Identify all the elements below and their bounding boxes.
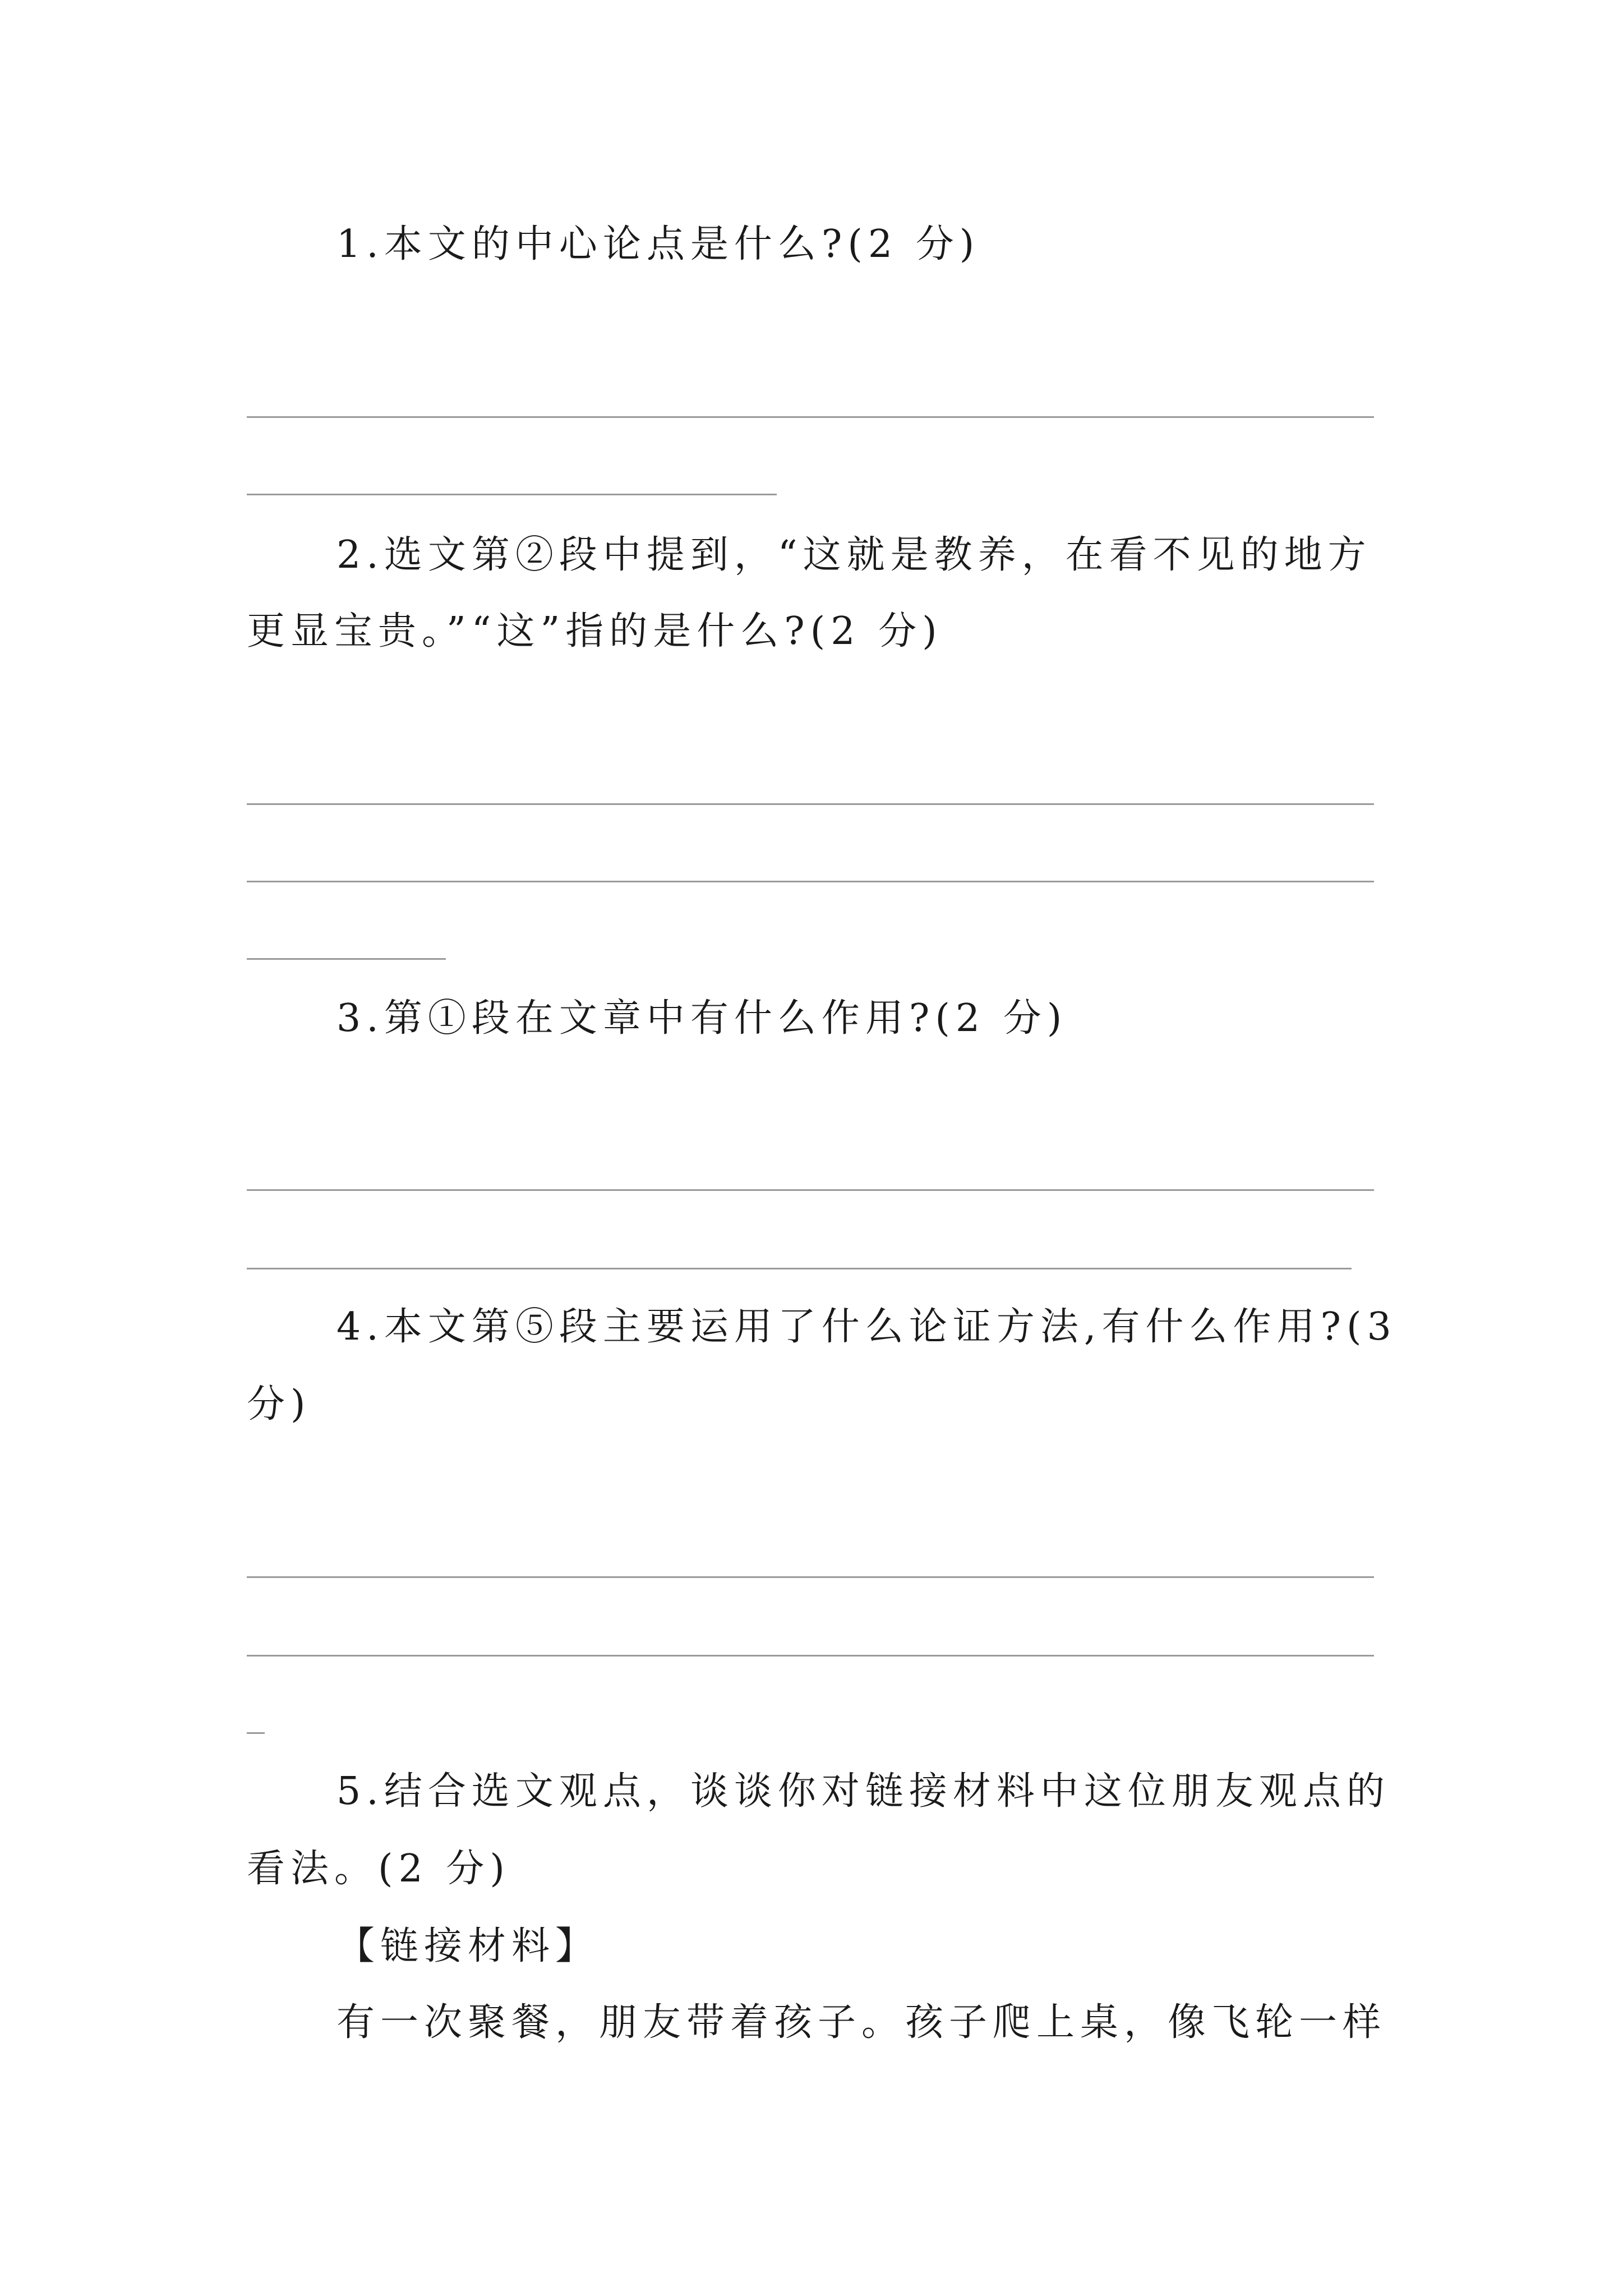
question-5-line-1: 结合选文观点，谈谈你对链接材料中这位朋友观点的 bbox=[384, 1769, 1390, 1814]
question-2-line-1: 选文第②段中提到，“这就是教养，在看不见的地方 bbox=[384, 533, 1372, 577]
question-1-text bbox=[336, 222, 1481, 266]
question-3-line-1: 第①段在文章中有什么作用?(2 分) bbox=[384, 996, 1068, 1041]
answer-line[interactable] bbox=[247, 1189, 1374, 1191]
answer-line[interactable] bbox=[247, 958, 446, 960]
question-1-number: 1. bbox=[336, 222, 384, 266]
question-5-text bbox=[336, 1769, 1481, 1814]
question-4-text bbox=[336, 1305, 1481, 1349]
question-3-number: 3. bbox=[336, 996, 384, 1041]
answer-line[interactable] bbox=[247, 803, 1374, 805]
answer-line[interactable] bbox=[247, 1268, 1352, 1269]
answer-line[interactable] bbox=[247, 416, 1374, 418]
material-text-line-1: 有一次聚餐，朋友带着孩子。孩子爬上桌，像飞轮一样 bbox=[336, 2000, 1387, 2045]
question-2-number: 2. bbox=[336, 533, 384, 577]
question-5-number: 5. bbox=[336, 1769, 384, 1814]
answer-line[interactable] bbox=[247, 1655, 1374, 1657]
question-5-line-2: 看法。(2 分) bbox=[247, 1847, 510, 1891]
question-4-line-2: 分) bbox=[247, 1382, 311, 1427]
question-4-line-1: 本文第⑤段主要运用了什么论证方法,有什么作用?(3 bbox=[384, 1305, 1397, 1349]
answer-line[interactable] bbox=[247, 494, 777, 495]
material-heading: 【链接材料】 bbox=[336, 1924, 600, 1968]
question-3-text bbox=[336, 996, 1481, 1041]
answer-line[interactable] bbox=[247, 1576, 1374, 1578]
answer-line[interactable] bbox=[247, 881, 1374, 882]
question-4-number: 4. bbox=[336, 1305, 384, 1349]
question-1-line-1: 本文的中心论点是什么?(2 分) bbox=[384, 222, 980, 266]
question-2-line-2: 更显宝贵。”“这”指的是什么?(2 分) bbox=[247, 609, 943, 654]
question-2-text bbox=[336, 533, 1481, 577]
answer-line[interactable] bbox=[247, 1732, 265, 1734]
